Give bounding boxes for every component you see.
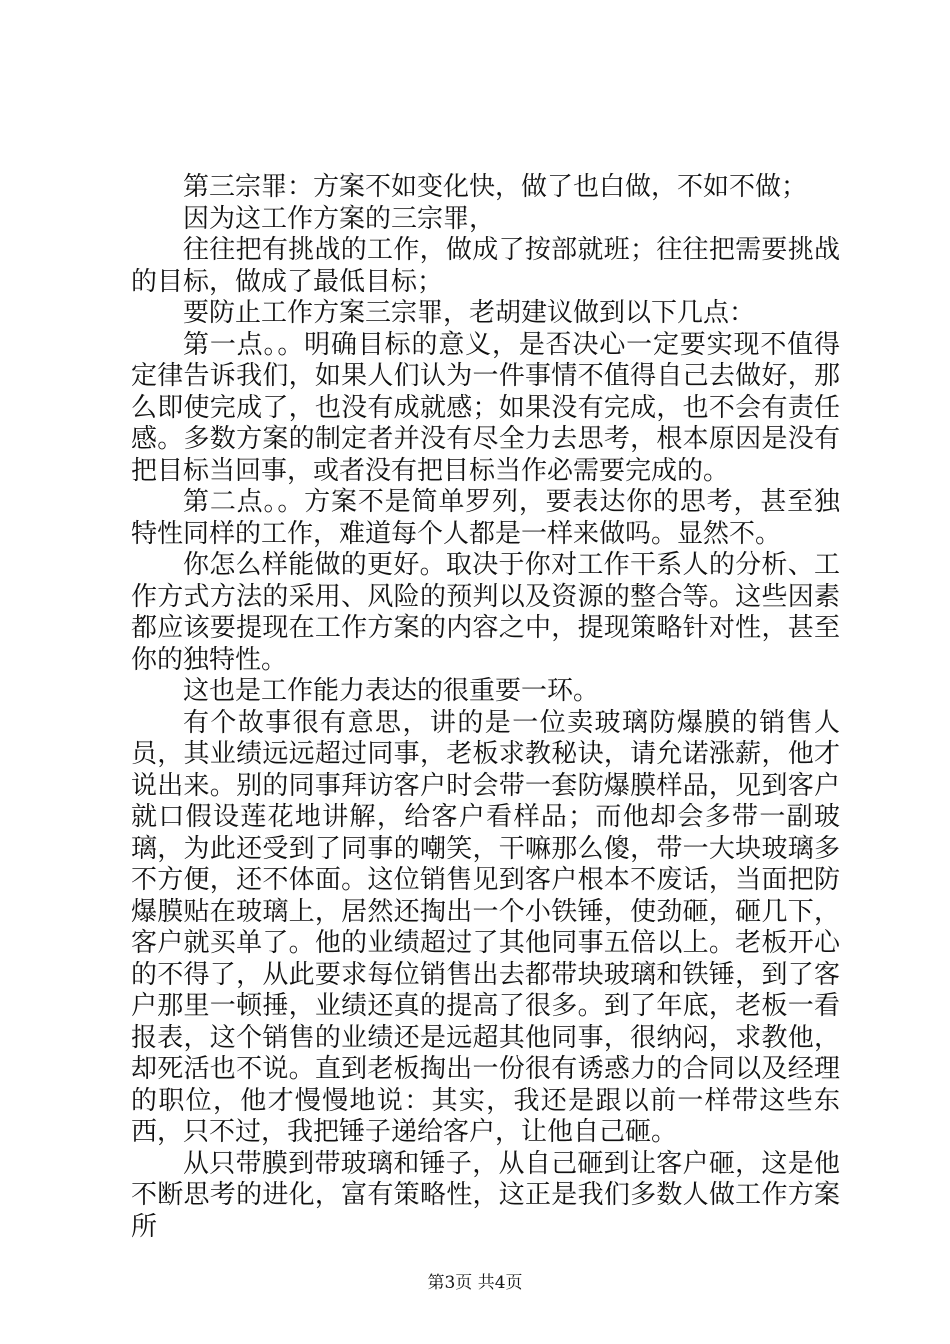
paragraph: 第一点。。明确目标的意义，是否决心一定要实现不值得定律告诉我们，如果人们认为一件事情不值得自己去做好，那么即使完成了，也没有成就感；如果没有完成，也不会有责任感。多数方案的制定者并没有尽全力去思考，根本原因是没有把目标当回事，或者没有把目标当作必需要完成的。 — [131, 329, 840, 486]
paragraph: 第三宗罪：方案不如变化快，做了也白做，不如不做； — [183, 172, 808, 202]
paragraph: 往往把有挑战的工作，做成了按部就班；往往把需要挑战的目标，做成了最低目标； — [131, 235, 840, 297]
paragraph: 因为这工作方案的三宗罪， — [183, 203, 496, 234]
paragraph: 你怎么样能做的更好。取决于你对工作干系人的分析、工作方式方法的采用、风险的预判以及资源的整合等。这些因素都应该要提现在工作方案的内容之中，提现策略针对性，甚至你的独特性。 — [131, 550, 840, 675]
paragraph: 有个故事很有意思，讲的是一位卖玻璃防爆膜的销售人员，其业绩远远超过同事，老板求教秘诀，请允诺涨薪，他才说出来。别的同事拜访客户时会带一套防爆膜样品，见到客户就口假设莲花地讲解，给客户看样品；而他却会多带一副玻璃，为此还受到了同事的嘲笑，干嘛那么傻，带一大块玻璃多不方便，还不体面。这位销售见到客户根本不废话，当面把防爆膜贴在玻璃上，居然还掏出一个小铁锤，使劲砸，砸几下，客户就买单了。他的业绩超过了其他同事五倍以上。老板开心的不得了，从此要求每位销售出去都带块玻璃和铁锤，到了客户那里一顿捶，业绩还真的提高了很多。到了年底，老板一看报表，这个销售的业绩还是远超其他同事，很纳闷，求教他，却死活也不说。直到老板掏出一份很有诱惑力的合同以及经理的职位，他才慢慢地说：其实，我还是跟以前一样带这些东西，只不过，我把锤子递给客户，让他自己砸。 — [131, 707, 840, 1147]
paragraph: 要防止工作方案三宗罪，老胡建议做到以下几点： — [183, 298, 756, 328]
paragraph: 这也是工作能力表达的很重要一环。 — [183, 676, 600, 706]
paragraph: 从只带膜到带玻璃和锤子，从自己砸到让客户砸，这是他不断思考的进化，富有策略性，这正是我们多数人做工作方案所 — [131, 1148, 840, 1242]
paragraph: 第二点。。方案不是简单罗列，要表达你的思考，甚至独特性同样的工作，难道每个人都是一样来做吗。显然不。 — [131, 487, 840, 549]
page-footer: 第3页 共4页 — [427, 1273, 523, 1293]
body-text — [131, 172, 840, 1243]
